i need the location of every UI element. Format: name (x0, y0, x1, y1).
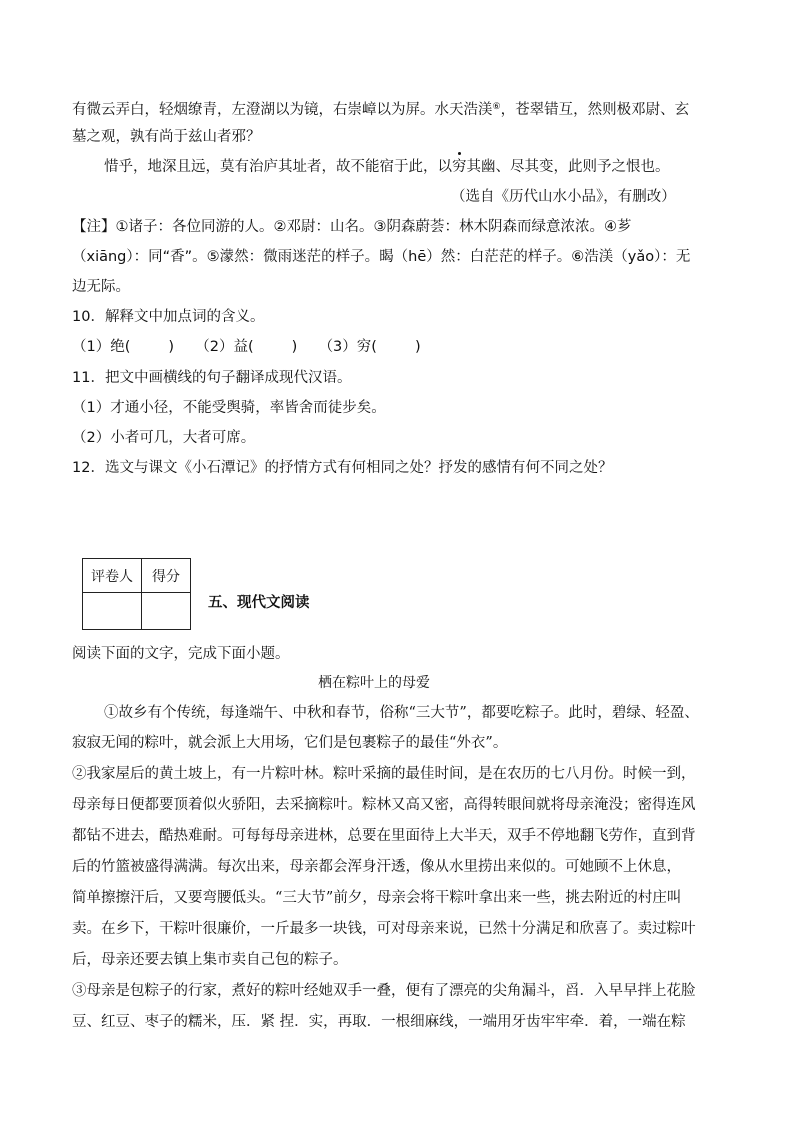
article-line: ③母亲是包粽子的行家，煮好的粽叶经她双手一叠，便有了漂亮的尖角漏斗，舀．入早早拌上花脸 (72, 983, 696, 999)
article-line: 寂寂无闻的粽叶，就会派上大用场，它们是包裹粽子的最佳“外衣”。 (72, 735, 508, 751)
notes-line-2: （xiāng）：同“香”。⑤濛然：微雨迷茫的样子。暍（hē）然：白茫茫的样子。⑥浩渼（yǎo）：无 (72, 249, 691, 265)
score-table-grader-header: 评卷人 (83, 559, 142, 593)
section-title: 五、现代文阅读 (208, 595, 310, 611)
passage-line-3: 惜乎，地深且远，莫有治庐其址者，故不能宿于此，以穷其幽、尽其变，此则予之恨也。 (104, 159, 670, 175)
article-line: 豆、红豆、枣子的糯米，压．紧 捏．实，再取．一根细麻线，一端用牙齿牢牢牵．着，一端在粽 (72, 1014, 686, 1030)
footnote-marker: ⑥ (492, 102, 501, 112)
article-line: 都钻不进去，酷热难耐。可每每母亲进林，总要在里面待上大半天，双手不停地翻飞劳作，直到背 (72, 828, 696, 844)
article-line: 后的竹篮被盛得满满。每次出来，母亲都会浑身汗透，像从水里捞出来似的。可她顾不上休息， (72, 859, 681, 875)
score-table (82, 558, 191, 630)
article-line: 后，母亲还要去镇上集市卖自己包的粽子。 (72, 952, 348, 968)
question-11-1: （1）才通小径，不能受舆骑，率皆舍而徒步矣。 (72, 400, 386, 416)
article-title: 栖在粽叶上的母爱 (318, 675, 430, 691)
article-line: 卖。在乡下，干粽叶很廉价，一斤最多一块钱，可对母亲来说，已然十分满足和欣喜了。卖过粽叶 (72, 921, 696, 937)
question-11-2: （2）小者可几，大者可席。 (72, 430, 256, 446)
article-line: ②我家屋后的黄土坡上，有一片粽叶林。粽叶采摘的最佳时间，是在农历的七八月份。时候一到， (72, 766, 696, 782)
passage-line-1: 有微云弄白，轻烟缭青，左澄湖以为镜，右崇嶂以为屏。水天浩渼⑥，苍翠错互，然则极邓尉、玄 (72, 102, 690, 118)
question-11: 11．把文中画横线的句子翻译成现代汉语。 (72, 370, 352, 386)
question-10-parts: （1）绝( ) （2）益( ) （3）穷( ) (72, 339, 421, 355)
notes-line-1: 【注】①诸子：各位同游的人。②邓尉：山名。③阴森蔚荟：林木阴森而绿意浓浓。④芗 (72, 219, 632, 235)
score-table-grader-cell (83, 593, 142, 630)
dotted-word: 穷 (452, 159, 467, 175)
score-table-score-header: 得分 (142, 559, 191, 593)
article-line: 母亲每日便都要顶着似火骄阳，去采摘粽叶。粽林又高又密，高得转眼间就将母亲淹没；密得连风 (72, 797, 696, 813)
passage-source: （选自《历代山水小品》，有删改） (451, 189, 676, 205)
notes-line-3: 边无际。 (72, 279, 130, 295)
article-line: 简单擦擦汗后，又要弯腰低头。“三大节”前夕，母亲会将干粽叶拿出来一些，挑去附近的村庄叫 (72, 890, 682, 906)
instruction: 阅读下面的文字，完成下面小题。 (72, 646, 290, 662)
passage-line-2: 墓之观，孰有尚于兹山者邪？ (72, 129, 261, 145)
article-line: ①故乡有个传统，每逢端午、中秋和春节，俗称“三大节”，都要吃粽子。此时，碧绿、轻盈、 (104, 705, 699, 721)
score-table-score-cell (142, 593, 191, 630)
question-10: 10．解释文中加点词的含义。 (72, 309, 265, 325)
question-12: 12．选文与课文《小石潭记》的抒情方式有何相同之处？抒发的感情有何不同之处？ (72, 460, 613, 476)
